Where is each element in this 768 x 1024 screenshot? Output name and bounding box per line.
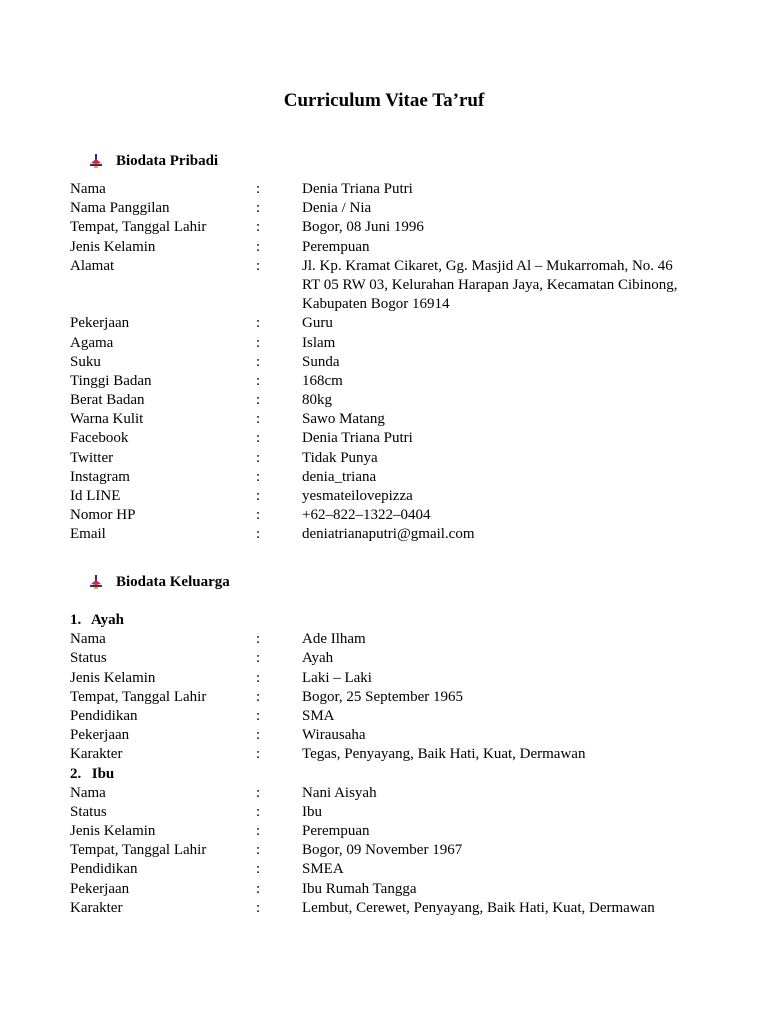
- field-label: Nomor HP: [70, 507, 136, 524]
- field-row-ibu-status: [70, 803, 710, 822]
- field-value: Tidak Punya: [302, 449, 378, 466]
- field-label: Instagram: [70, 468, 130, 485]
- field-colon: :: [256, 650, 261, 667]
- section-bullet-icon: [88, 574, 104, 590]
- field-colon: :: [256, 353, 261, 370]
- field-label: Email: [70, 526, 106, 543]
- field-row-ayah-jenis-kelamin: [70, 669, 710, 688]
- field-row-id-line: [70, 487, 710, 506]
- subsection-heading-ayah: [70, 611, 710, 630]
- field-label: Agama: [70, 334, 114, 351]
- field-label: Status: [70, 650, 107, 667]
- field-label: Nama: [70, 784, 106, 801]
- field-label: Tempat, Tanggal Lahir: [70, 688, 207, 705]
- field-row-ibu-jenis-kelamin: [70, 822, 710, 841]
- field-label: Pekerjaan: [70, 880, 130, 897]
- field-row-ayah-ttl: [70, 688, 710, 707]
- field-row-suku: [70, 353, 710, 372]
- field-label: Jenis Kelamin: [70, 823, 156, 840]
- field-value: Bogor, 08 Juni 1996: [302, 219, 424, 236]
- field-label: Nama: [70, 631, 106, 648]
- field-value: yesmateilovepizza: [302, 488, 413, 505]
- field-row-email: [70, 525, 710, 544]
- field-row-ibu-karakter: [70, 899, 710, 918]
- field-colon: :: [256, 257, 261, 274]
- field-colon: :: [256, 526, 261, 543]
- field-value: Ade Ilham: [302, 631, 366, 648]
- field-value: 168cm: [302, 372, 343, 389]
- field-label: Tempat, Tanggal Lahir: [70, 842, 207, 859]
- field-colon: :: [256, 315, 261, 332]
- field-value: SMEA: [302, 861, 344, 878]
- field-colon: :: [256, 334, 261, 351]
- field-row-ibu-pendidikan: [70, 860, 710, 879]
- field-label: Jenis Kelamin: [70, 669, 156, 686]
- field-colon: :: [256, 219, 261, 236]
- field-label: Status: [70, 803, 107, 820]
- field-label: Pekerjaan: [70, 727, 130, 744]
- field-value: Sawo Matang: [302, 411, 385, 428]
- document-title: Curriculum Vitae Ta’ruf: [283, 90, 485, 111]
- field-row-twitter: [70, 449, 710, 468]
- field-label: Id LINE: [70, 488, 121, 505]
- field-row-ibu-ttl: [70, 841, 710, 860]
- field-row-instagram: [70, 468, 710, 487]
- field-colon: :: [256, 507, 261, 524]
- field-value: Wirausaha: [302, 727, 366, 744]
- field-value: Islam: [302, 334, 336, 351]
- field-label: Alamat: [70, 257, 115, 274]
- field-row-ayah-pendidikan: [70, 707, 710, 726]
- field-colon: :: [256, 181, 261, 197]
- field-value: Perempuan: [302, 823, 370, 840]
- field-row-jenis-kelamin: [70, 238, 710, 257]
- family-fields: [70, 611, 710, 918]
- field-label: Nama Panggilan: [70, 200, 170, 217]
- field-value: Denia / Nia: [302, 200, 372, 217]
- field-row-tempat-tanggal-lahir: [70, 218, 710, 237]
- field-colon: :: [256, 707, 261, 724]
- field-label: Tempat, Tanggal Lahir: [70, 219, 207, 236]
- field-value: deniatrianaputri@gmail.com: [302, 526, 475, 543]
- field-row-nama: [70, 180, 710, 199]
- field-colon: :: [256, 880, 261, 897]
- field-label: Berat Badan: [70, 392, 145, 409]
- field-colon: :: [256, 842, 261, 859]
- section-bullet-icon: [88, 153, 104, 169]
- field-colon: :: [256, 784, 261, 801]
- field-colon: :: [256, 488, 261, 505]
- field-colon: :: [256, 411, 261, 428]
- field-value: Tegas, Penyayang, Baik Hati, Kuat, Dermawan: [302, 746, 586, 763]
- field-value: 80kg: [302, 392, 332, 409]
- field-colon: :: [256, 823, 261, 840]
- subsection-number: 2.: [70, 765, 82, 782]
- field-label: Pekerjaan: [70, 315, 130, 332]
- field-colon: :: [256, 746, 261, 763]
- field-label: Suku: [70, 353, 101, 370]
- field-row-warna-kulit: [70, 410, 710, 429]
- field-colon: :: [256, 392, 261, 409]
- field-row-nomor-hp: [70, 506, 710, 525]
- field-colon: :: [256, 468, 261, 485]
- section-label: Biodata Pribadi: [116, 152, 219, 169]
- field-value-address: [302, 257, 678, 315]
- field-label: Pendidikan: [70, 707, 138, 724]
- field-colon: :: [256, 803, 261, 820]
- field-value: Ayah: [302, 650, 334, 667]
- field-colon: :: [256, 727, 261, 744]
- subsection-title: Ibu: [91, 765, 115, 782]
- field-label: Karakter: [70, 746, 123, 763]
- field-row-agama: [70, 334, 710, 353]
- field-colon: :: [256, 372, 261, 389]
- field-row-ibu-pekerjaan: [70, 880, 710, 899]
- field-value: Denia Triana Putri: [302, 181, 413, 197]
- field-colon: :: [256, 861, 261, 878]
- field-row-ayah-karakter: [70, 745, 710, 764]
- field-label: Karakter: [70, 899, 123, 916]
- field-row-pekerjaan: [70, 314, 710, 333]
- field-value: Ibu Rumah Tangga: [302, 880, 417, 897]
- field-label: Twitter: [70, 449, 114, 466]
- field-row-nama-panggilan: [70, 199, 710, 218]
- field-row-ayah-status: [70, 649, 710, 668]
- field-row-ayah-nama: [70, 630, 710, 649]
- field-label: Facebook: [70, 430, 129, 447]
- field-label: Jenis Kelamin: [70, 238, 156, 255]
- field-colon: :: [256, 449, 261, 466]
- field-row-ayah-pekerjaan: [70, 726, 710, 745]
- address-line-2: RT 05 RW 03, Kelurahan Harapan Jaya, Kecamatan Cibinong,: [302, 276, 678, 293]
- field-row-alamat: [70, 257, 710, 315]
- field-value: Lembut, Cerewet, Penyayang, Baik Hati, Kuat, Dermawan: [302, 899, 655, 916]
- field-colon: :: [256, 688, 261, 705]
- field-value: Bogor, 09 November 1967: [302, 842, 463, 859]
- field-colon: :: [256, 899, 261, 916]
- field-label: Pendidikan: [70, 861, 138, 878]
- field-value: Denia Triana Putri: [302, 430, 413, 447]
- field-value: denia_triana: [302, 468, 377, 485]
- subsection-heading-ibu: [70, 765, 710, 784]
- field-row-facebook: [70, 429, 710, 448]
- field-colon: :: [256, 238, 261, 255]
- field-row-ibu-nama: [70, 784, 710, 803]
- field-colon: :: [256, 669, 261, 686]
- field-label: Tinggi Badan: [70, 372, 152, 389]
- field-value: +62–822–1322–0404: [302, 507, 431, 524]
- field-value: Bogor, 25 September 1965: [302, 688, 464, 705]
- section-heading-biodata-pribadi: [88, 151, 218, 171]
- personal-fields: [70, 180, 710, 545]
- section-label: Biodata Keluarga: [116, 573, 230, 590]
- field-row-berat-badan: [70, 391, 710, 410]
- field-value: Nani Aisyah: [302, 784, 377, 801]
- subsection-title: Ayah: [90, 612, 124, 628]
- field-row-tinggi-badan: [70, 372, 710, 391]
- field-value: Guru: [302, 315, 333, 332]
- address-line-3: Kabupaten Bogor 16914: [302, 296, 450, 313]
- field-colon: :: [256, 631, 261, 648]
- field-colon: :: [256, 200, 261, 217]
- field-label: Warna Kulit: [70, 411, 144, 428]
- field-value: Perempuan: [302, 238, 370, 255]
- field-value: Ibu: [302, 803, 322, 820]
- field-value: Laki – Laki: [302, 669, 372, 686]
- subsection-number: 1.: [70, 612, 82, 628]
- field-label: Nama: [70, 181, 106, 197]
- field-colon: :: [256, 430, 261, 447]
- section-heading-biodata-keluarga: [88, 572, 230, 592]
- field-value: Sunda: [302, 353, 340, 370]
- address-line-1: Jl. Kp. Kramat Cikaret, Gg. Masjid Al – Mukarromah, No. 46: [302, 257, 673, 274]
- field-value: SMA: [302, 707, 335, 724]
